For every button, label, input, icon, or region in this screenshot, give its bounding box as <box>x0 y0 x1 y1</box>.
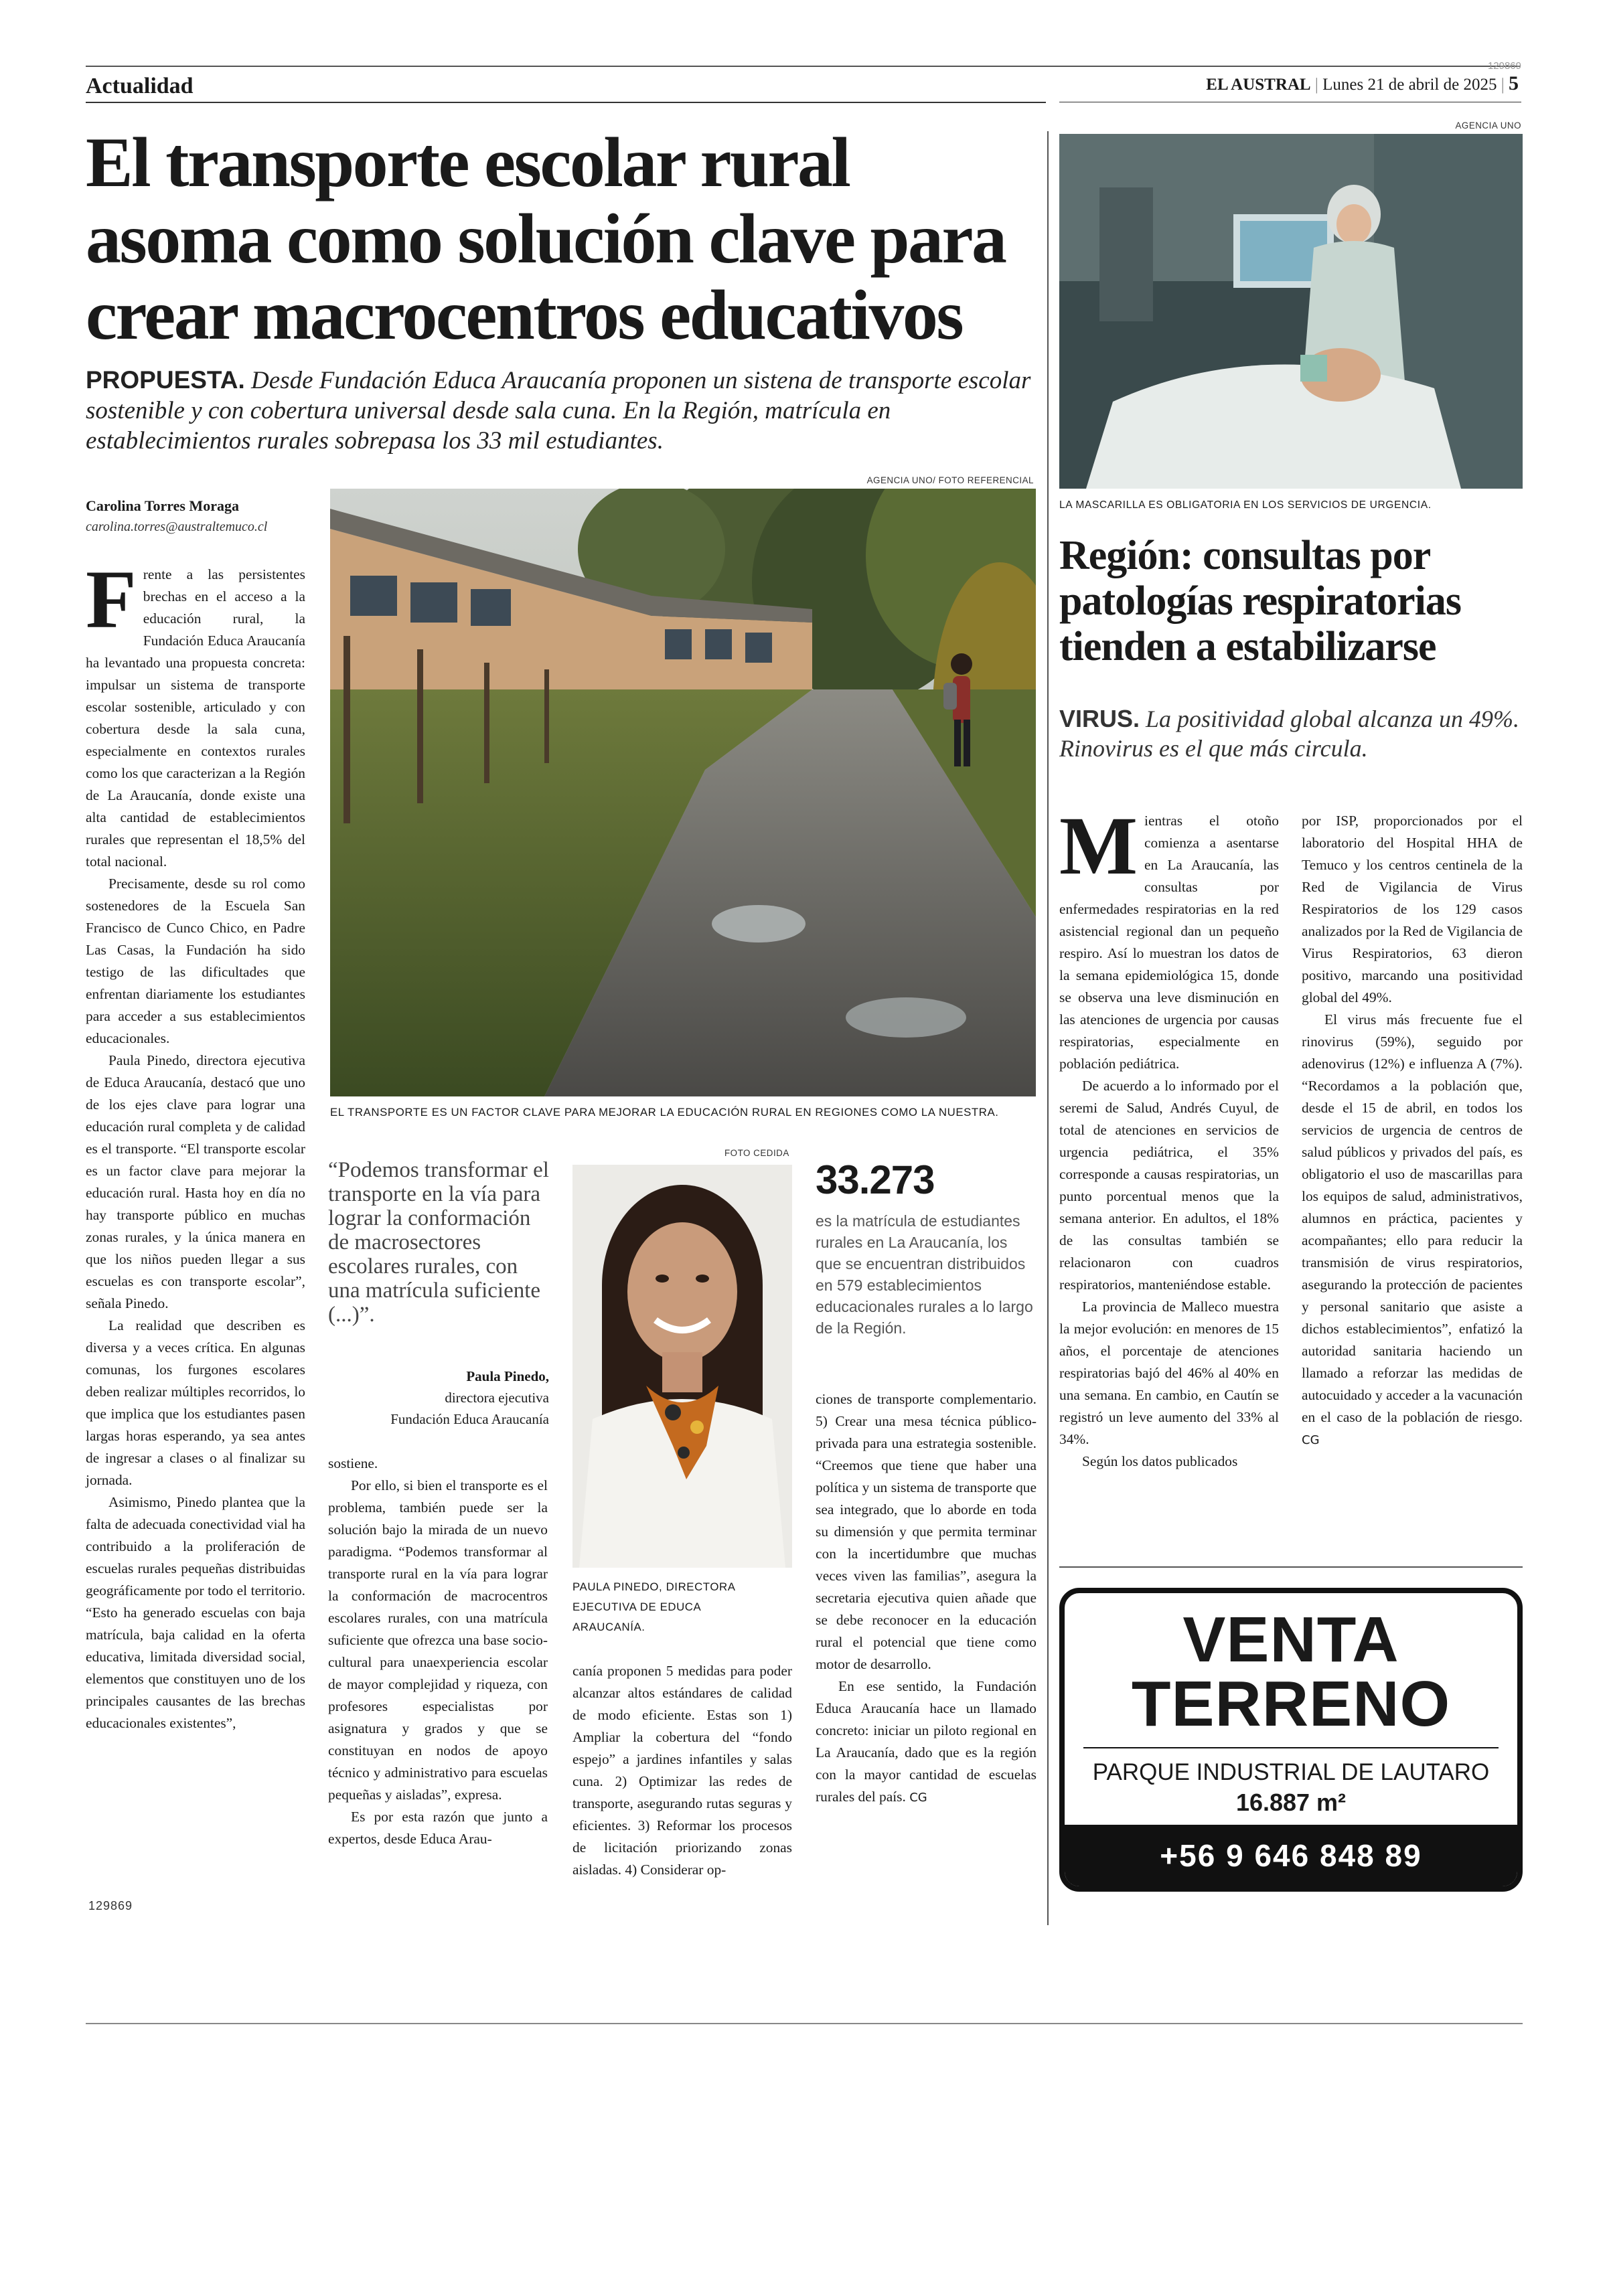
ref-top: 129869 <box>1487 60 1521 72</box>
dropcap-m: M <box>1059 800 1138 892</box>
main-lead <box>86 365 1050 456</box>
side-headline-line-3: tienden a estabilizarse <box>1059 624 1436 669</box>
side-lead <box>1059 704 1523 763</box>
ad-divider <box>1083 1747 1499 1748</box>
side-bottom-rule <box>1059 1566 1523 1568</box>
main-photo-credit: AGENCIA UNO/ FOTO REFERENCIAL <box>866 475 1034 485</box>
col4-para-2 <box>816 1675 1037 1809</box>
headline-line-3: crear macrocentros educativos <box>86 276 963 354</box>
side-col2-para-2 <box>1302 1009 1523 1451</box>
side-col1-para-4: Según los datos publicados <box>1082 1453 1238 1469</box>
side-headline-line-2: patologías respiratorias <box>1059 578 1461 624</box>
portrait-credit: FOTO CEDIDA <box>724 1148 789 1158</box>
page-number: 5 <box>1509 72 1519 94</box>
quote-role: directora ejecutiva <box>445 1390 549 1406</box>
main-photo-caption: EL TRANSPORTE ES UN FACTOR CLAVE PARA MEJORAR LA EDUCACIÓN RURAL EN REGIONES COMO LA NUESTRA. <box>330 1106 999 1119</box>
col4-para-2-text: En ese sentido, la Fundación Educa Araucanía hace un llamado concreto: iniciar un piloto regional en La Araucanía, dado que es la región con la mayor cantidad de escuelas rurales del país. <box>816 1678 1037 1805</box>
side-photo-credit: AGENCIA UNO <box>1455 120 1521 131</box>
ad-area: 16.887 m² <box>1235 1789 1347 1816</box>
ad-venta-terreno[interactable] <box>1059 1588 1523 1892</box>
side-col2-para-1: por ISP, proporcionados por el laboratorio del Hospital HHA de Temuco y los centros centinela de la Red de Vigilancia de Virus Respiratorios de los 129 casos analizados por la Red de Vigilancia de Virus Respiratorios, 63 dieron positivo, marcando una positividad global del 49%. <box>1302 813 1523 1005</box>
author-email: carolina.torres@australtemuco.cl <box>86 519 268 534</box>
ad-phone-bar[interactable] <box>1065 1825 1517 1886</box>
col3-para-1: canía proponen 5 medidas para poder alcanzar altos estándares de calidad de modo eficiente. Estas son 1) Ampliar la cobertura del “fondo espejo” a jardines infantiles y salas cuna. 2) Optimizar las redes de transporte, asegurando rutas seguras y eficientes. 3) Reformar los procesos de licitación priorizando zonas aisladas. 4) Considerar op- <box>572 1663 792 1878</box>
pull-quote: “Podemos transformar el transporte en la vía para lograr la conformación de macrosectores escolares rurales, con una matrícula suficiente (...)”. <box>328 1158 549 1327</box>
quote-name: Paula Pinedo, <box>466 1368 549 1384</box>
col1-para-4: La realidad que describen es diversa y a veces crítica. En algunas comunas, los furgones escolares deben realizar múltiples recorridos, lo que implica que los estudiantes pasen largas horas esperando, ya sea antes de ingresar a clases o al finalizar su jornada. <box>86 1317 305 1488</box>
col1-para-3: Paula Pinedo, directora ejecutiva de Educa Araucanía, destacó que uno de los ejes clave para lograr una educación rural completa y de calidad es el transporte. “El transporte escolar es un factor clave para mejorar la educación rural. Hasta hoy en día no hay transporte público en muchas zonas rurales, y la única manera en que los niños pueden llegar a sus escuelas es con transporte escolar”, señala Pinedo. <box>86 1052 305 1311</box>
footer-rule <box>86 2023 1523 2024</box>
side-col1-para-1: ientras el otoño comienza a asentarse en La Araucanía, las consultas por enfermedades respiratorias en la red asistencial regional dan un pequeño respiro. Así lo muestran los datos de la semana epidemiológica 15, donde se observa una leve disminución en las atenciones de urgencia por causas respiratorias, especialmente en población pediátrica. <box>1059 813 1279 1072</box>
main-headline <box>86 125 1050 353</box>
col2-para-3: Es por esta razón que junto a expertos, desde Educa Arau- <box>328 1809 548 1847</box>
lead-text: Desde Fundación Educa Araucanía proponen un sistena de transporte escolar sostenible y con cobertura universal desde sala cuna. En la Región, matrícula en establecimientos rurales sobrepasa los 33 mil estudiantes. <box>86 367 1031 455</box>
header-top-rule <box>86 66 1520 67</box>
col1-para-2: Precisamente, desde su rol como sostenedores de la Escuela San Francisco de Cunco Chico, en Padre Las Casas, la Fundación ha sido testigo de las dificultades que enfrentan diariamente los estudiantes para acceder a sus establecimientos educacionales. <box>86 876 305 1046</box>
ad-line-2: TERRENO <box>1131 1668 1451 1740</box>
dropcap-f: F <box>86 554 137 645</box>
ad-location: PARQUE INDUSTRIAL DE LAUTARO <box>1092 1759 1490 1785</box>
header-bottom-rule <box>86 102 1046 103</box>
section-label: Actualidad <box>86 74 194 98</box>
author-name: Carolina Torres Moraga <box>86 497 239 514</box>
side-photo-hospital <box>1059 134 1523 489</box>
side-lead-kicker: VIRUS. <box>1059 705 1140 732</box>
col1-para-1: rente a las persistentes brechas en el acceso a la educación rural, la Fundación Educa Araucanía ha levantado una propuesta concreta: impulsar un sistema de transporte escolar sostenible, articulado y con cobertura desde la sala cuna, especialmente en contextos rurales como los que caracterizan a la Región de La Araucanía, donde existe una alta cantidad de establecimientos rurales que representan el 18,5% del total nacional. <box>86 566 305 870</box>
main-column-4 <box>816 1388 1037 1809</box>
lead-kicker: PROPUESTA. <box>86 366 245 394</box>
stat-number: 33.273 <box>816 1157 935 1202</box>
side-column-2 <box>1302 810 1523 1451</box>
side-col2-para-2-text: El virus más frecuente fue el rinovirus (59%), seguido por adenovirus (12%) e influenza A (7%). “Recordamos a la población que, desde el 15 de abril, en todos los servicios de urgencia de centros de salud públicos y privados del país, es obligatorio el uso de mascarillas para los equipos de salud, administrativos, alumnos en práctica, pacientes y acompañantes; ello para reducir la transmisión de virus respiratorios, asegurando la protección de pacientes y personal sanitario que asiste a dichos establecimientos”, enfatizó la autoridad sanitaria haciendo un llamado a reforzar las medidas de autocuidado y acceder a la vacunación en el caso de la población de riesgo. <box>1302 1011 1523 1425</box>
ad-title <box>1065 1604 1517 1740</box>
side-photo-caption: LA MASCARILLA ES OBLIGATORIA EN LOS SERVICIOS DE URGENCIA. <box>1059 499 1432 511</box>
quote-org: Fundación Educa Araucanía <box>390 1411 549 1427</box>
ad-line-1: VENTA <box>1182 1604 1399 1675</box>
main-column-3 <box>572 1660 792 1881</box>
portrait-paula-pinedo <box>572 1165 792 1568</box>
column-separator <box>1047 131 1049 1925</box>
masthead-info: EL AUSTRAL | Lunes 21 de abril de 2025 | 5 <box>1206 72 1519 94</box>
side-headline <box>1059 533 1523 669</box>
side-lead-text: La positividad global alcanza un 49%. Rinovirus es el que más circula. <box>1059 706 1520 762</box>
main-photo-rural-road <box>330 489 1036 1096</box>
side-headline-line-1: Región: consultas por <box>1059 533 1431 578</box>
main-column-2 <box>328 1453 548 1850</box>
ref-bottom: 129869 <box>88 1899 133 1912</box>
col2-para-1: sostiene. <box>328 1455 378 1471</box>
main-column-1 <box>86 554 305 1734</box>
stat-text: es la matrícula de estudiantes rurales en La Araucanía, los que se encuentran distribuidos en 579 establecimientos educacionales rurales a lo largo de la Región. <box>816 1212 1033 1337</box>
col4-para-1: ciones de transporte complementario. 5) Crear una mesa técnica público-privada para una estrategia sostenible. “Creemos que tiene que haber una política y un sistema de transporte que sea integrado, que lo aborde en toda su dimensión y que permita terminar con la incertidumbre que muchas veces viven las familias”, asegura la secretaria ejecutiva quien añade que se debe reconocer en la educación rural el potencial que tiene como motor de desarrollo. <box>816 1391 1037 1672</box>
ad-phone: +56 9 646 848 89 <box>1160 1838 1422 1873</box>
col1-para-5: Asimismo, Pinedo plantea que la falta de adecuada conectividad vial ha contribuido a la proliferación de escuelas rurales pequeñas distribuidas geográficamente por todo el territorio. “Esto ha generado escuelas con baja matrícula, baja calidad en la oferta educativa, limitada diversidad social, elementos que constituyen uno de los principales causantes de las brechas educacionales existentes”, <box>86 1494 305 1731</box>
side-column-1 <box>1059 800 1279 1473</box>
side-col1-para-2: De acuerdo a lo informado por el seremi de Salud, Andrés Cuyul, de total de atenciones en servicios de urgencia pediátrica, el 35% corresponde a causas respiratorias, un punto porcentual menos que la semana anterior. En adultos, el 18% de las consultas también se relacionaron con cuadros respiratorios, manteniéndose estable. <box>1059 1078 1279 1293</box>
headline-line-1: El transporte escolar rural <box>86 123 850 201</box>
side-col1-para-3: La provincia de Malleco muestra la mejor evolución: en menores de 15 años, el porcentaje de atenciones respiratorias bajó del 46% al 40% en una semana. En cambio, en Cautín se registró un leve aumento del 33% al 34%. <box>1059 1299 1279 1447</box>
portrait-caption: PAULA PINEDO, DIRECTORA EJECUTIVA DE EDUCA ARAUCANÍA. <box>572 1580 735 1633</box>
paper-name: EL AUSTRAL <box>1206 76 1311 94</box>
col2-para-2: Por ello, si bien el transporte es el problema, también puede ser la solución bajo la mirada de un nuevo paradigma. “Podemos transformar al transporte rural en la vía para lograr la conformación de macrocentros escolares rurales, con una matrícula suficiente que ofrezca una base socio-cultural para unaexperiencia escolar de mayor complejidad y riqueza, con profesores especialistas por asignatura y grados y que se constituyan en nodos de apoyo técnico y administrativo para escuelas pequeñas y aisladas”, expresa. <box>328 1477 548 1803</box>
issue-date: Lunes 21 de abril de 2025 <box>1322 76 1497 94</box>
end-mark-icon: CG <box>1302 1433 1320 1447</box>
headline-line-2: asoma como solución clave para <box>86 199 1006 278</box>
quote-attribution <box>328 1366 549 1430</box>
end-mark-icon: CG <box>909 1791 927 1805</box>
